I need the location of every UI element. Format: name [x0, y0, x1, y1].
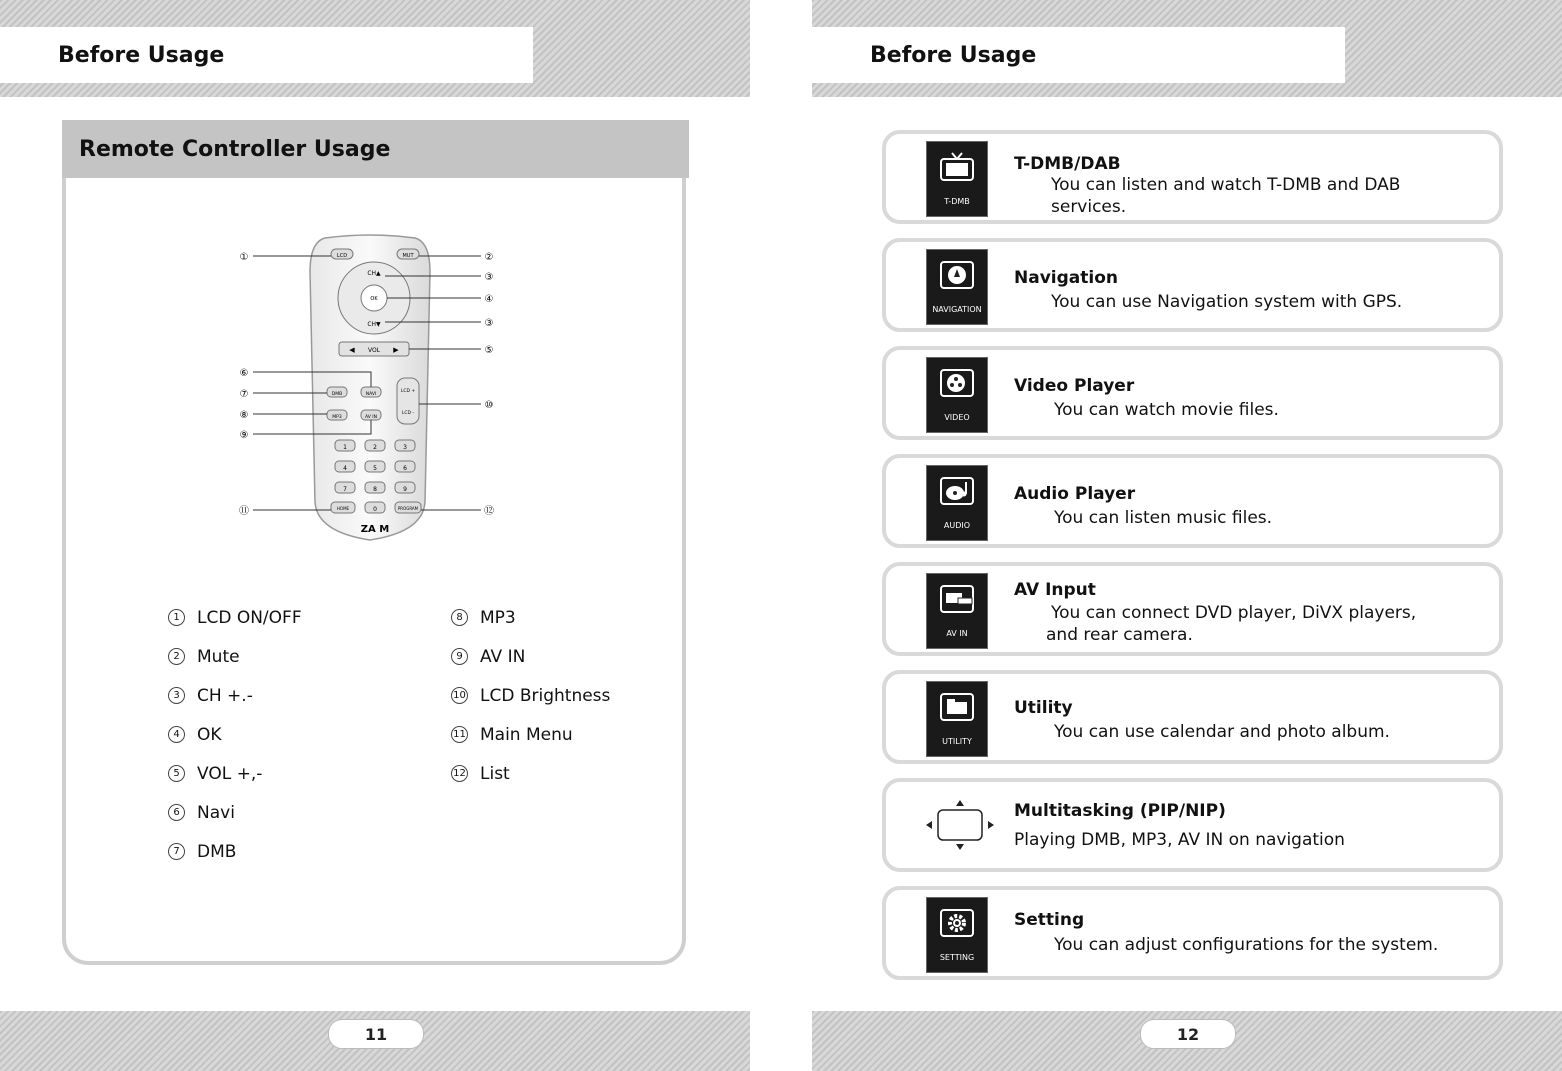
callout-3a: ③: [484, 272, 494, 283]
vol-left-label: ◀: [349, 346, 355, 354]
page-number: 11: [328, 1019, 424, 1049]
legend-number: 4: [168, 726, 185, 743]
icon-caption: T-DMB: [944, 197, 970, 206]
legend-label: CH +.-: [197, 685, 253, 706]
page-header-title: Before Usage: [58, 42, 225, 68]
section-title-bar: [62, 120, 689, 178]
feature-title: Video Player: [1014, 376, 1135, 396]
callout-9: ⑨: [239, 430, 249, 441]
legend-item: [168, 793, 302, 832]
feature-title: Utility: [1014, 698, 1073, 718]
legend-label: LCD Brightness: [480, 685, 611, 706]
key-6: 6: [403, 465, 407, 472]
tv-icon: [926, 141, 988, 217]
legend-label: Navi: [197, 802, 235, 823]
legend-right: [451, 598, 610, 793]
key-2: 2: [373, 444, 377, 451]
navi-button-label: NAVI: [365, 392, 377, 397]
legend-number: 12: [451, 765, 468, 782]
icon-caption: UTILITY: [942, 737, 972, 746]
mp3-button-label: MP3: [332, 415, 342, 420]
feature-title: AV Input: [1014, 580, 1096, 600]
icon-caption: VIDEO: [944, 413, 970, 422]
legend-item: [168, 715, 302, 754]
feature-desc-line: and rear camera.: [1046, 625, 1193, 645]
icon-caption: SETTING: [939, 953, 975, 962]
ok-button-label: OK: [370, 296, 378, 302]
key-1: 1: [343, 444, 347, 451]
gear-icon: [926, 897, 988, 973]
legend-number: 9: [451, 648, 468, 665]
legend-number: 5: [168, 765, 185, 782]
legend-item: [451, 637, 610, 676]
avin-button-label: AV IN: [365, 415, 377, 420]
feature-title: Setting: [1014, 910, 1085, 930]
key-8: 8: [373, 486, 377, 493]
legend-item: [168, 637, 302, 676]
legend-label: VOL +,-: [197, 763, 263, 784]
legend-label: LCD ON/OFF: [197, 607, 302, 628]
legend-label: AV IN: [480, 646, 526, 667]
callout-5: ⑤: [484, 345, 494, 356]
callout-10: ⑩: [484, 400, 494, 411]
feature-setting: [882, 886, 1503, 980]
dmb-button-label: DMB: [331, 392, 343, 397]
feature-tdmb: [882, 130, 1503, 224]
legend-label: Mute: [197, 646, 240, 667]
feature-desc-line: You can watch movie files.: [1054, 400, 1279, 420]
home-label: HOME: [336, 506, 350, 511]
remote-controller-illustration: [225, 232, 515, 552]
ch-down-label: CH▼: [367, 321, 381, 328]
music-disc-icon: [926, 465, 988, 541]
callout-8: ⑧: [239, 410, 249, 421]
legend-item: [168, 598, 302, 637]
ch-up-label: CH▲: [367, 270, 381, 277]
vol-right-label: ▶: [393, 346, 399, 354]
film-reel-icon: [926, 357, 988, 433]
header-bar: [0, 27, 533, 83]
feature-utility: [882, 670, 1503, 764]
feature-desc-line: services.: [1051, 197, 1127, 217]
page-header-title: Before Usage: [870, 42, 1037, 68]
feature-av-input: [882, 562, 1503, 656]
lcd-minus-label: LCD -: [401, 411, 415, 416]
key-9: 9: [403, 486, 407, 493]
legend-item: [168, 832, 302, 871]
legend-number: 10: [451, 687, 468, 704]
legend-label: MP3: [480, 607, 516, 628]
callout-4: ④: [484, 294, 494, 305]
callout-1: ①: [239, 252, 249, 263]
multitask-arrows-icon: [924, 798, 996, 852]
key-0: 0: [373, 506, 377, 513]
callout-12: ⑫: [484, 506, 494, 517]
icon-caption: NAVIGATION: [932, 305, 982, 314]
folder-icon: [926, 681, 988, 757]
icon-caption: AV IN: [946, 629, 968, 638]
feature-navigation: [882, 238, 1503, 332]
legend-left: [168, 598, 302, 871]
feature-title: Audio Player: [1014, 484, 1136, 504]
section-title: Remote Controller Usage: [79, 136, 391, 162]
lcd-button-label: LCD: [336, 253, 348, 259]
page-right: [812, 0, 1562, 1071]
feature-desc-line: You can connect DVD player, DiVX players,: [1051, 603, 1417, 623]
av-input-icon: [926, 573, 988, 649]
feature-multitasking: [882, 778, 1503, 872]
legend-item: [168, 676, 302, 715]
feature-desc-line: You can use Navigation system with GPS.: [1051, 292, 1403, 312]
legend-number: 2: [168, 648, 185, 665]
vol-label: VOL: [367, 347, 381, 354]
feature-video-player: [882, 346, 1503, 440]
legend-label: DMB: [197, 841, 237, 862]
page-number: 12: [1140, 1019, 1236, 1049]
feature-desc-line: You can use calendar and photo album.: [1054, 722, 1390, 742]
callout-7: ⑦: [239, 389, 249, 400]
legend-item: [451, 598, 610, 637]
legend-number: 1: [168, 609, 185, 626]
legend-number: 3: [168, 687, 185, 704]
legend-number: 7: [168, 843, 185, 860]
legend-label: OK: [197, 724, 222, 745]
legend-item: [451, 715, 610, 754]
brand-logo: ZA M: [360, 524, 390, 535]
callout-3b: ③: [484, 318, 494, 329]
header-bar: [812, 27, 1345, 83]
legend-label: Main Menu: [480, 724, 573, 745]
legend-number: 8: [451, 609, 468, 626]
icon-caption: AUDIO: [943, 521, 971, 530]
key-5: 5: [373, 465, 377, 472]
legend-label: List: [480, 763, 510, 784]
legend-number: 11: [451, 726, 468, 743]
key-7: 7: [343, 486, 347, 493]
program-label: PROGRAM: [397, 506, 419, 511]
feature-desc-line: Playing DMB, MP3, AV IN on navigation: [1014, 830, 1345, 850]
feature-title: Multitasking (PIP/NIP): [1014, 801, 1226, 821]
feature-title: Navigation: [1014, 268, 1118, 288]
legend-item: [168, 754, 302, 793]
page-left: [0, 0, 750, 1071]
legend-number: 6: [168, 804, 185, 821]
key-3: 3: [403, 444, 407, 451]
feature-desc-line: You can listen music files.: [1054, 508, 1273, 528]
feature-desc-line: You can listen and watch T-DMB and DAB: [1051, 175, 1401, 195]
compass-icon: [926, 249, 988, 325]
key-4: 4: [343, 465, 347, 472]
feature-audio-player: [882, 454, 1503, 548]
callout-2: ②: [484, 252, 494, 263]
legend-item: [451, 754, 610, 793]
legend-item: [451, 676, 610, 715]
feature-desc-line: You can adjust configurations for the system.: [1054, 935, 1439, 955]
callout-6: ⑥: [239, 368, 249, 379]
callout-11: ⑪: [239, 506, 249, 517]
mute-button-label: MUT: [402, 253, 414, 259]
feature-title: T-DMB/DAB: [1014, 154, 1121, 174]
lcd-plus-label: LCD +: [400, 389, 416, 394]
